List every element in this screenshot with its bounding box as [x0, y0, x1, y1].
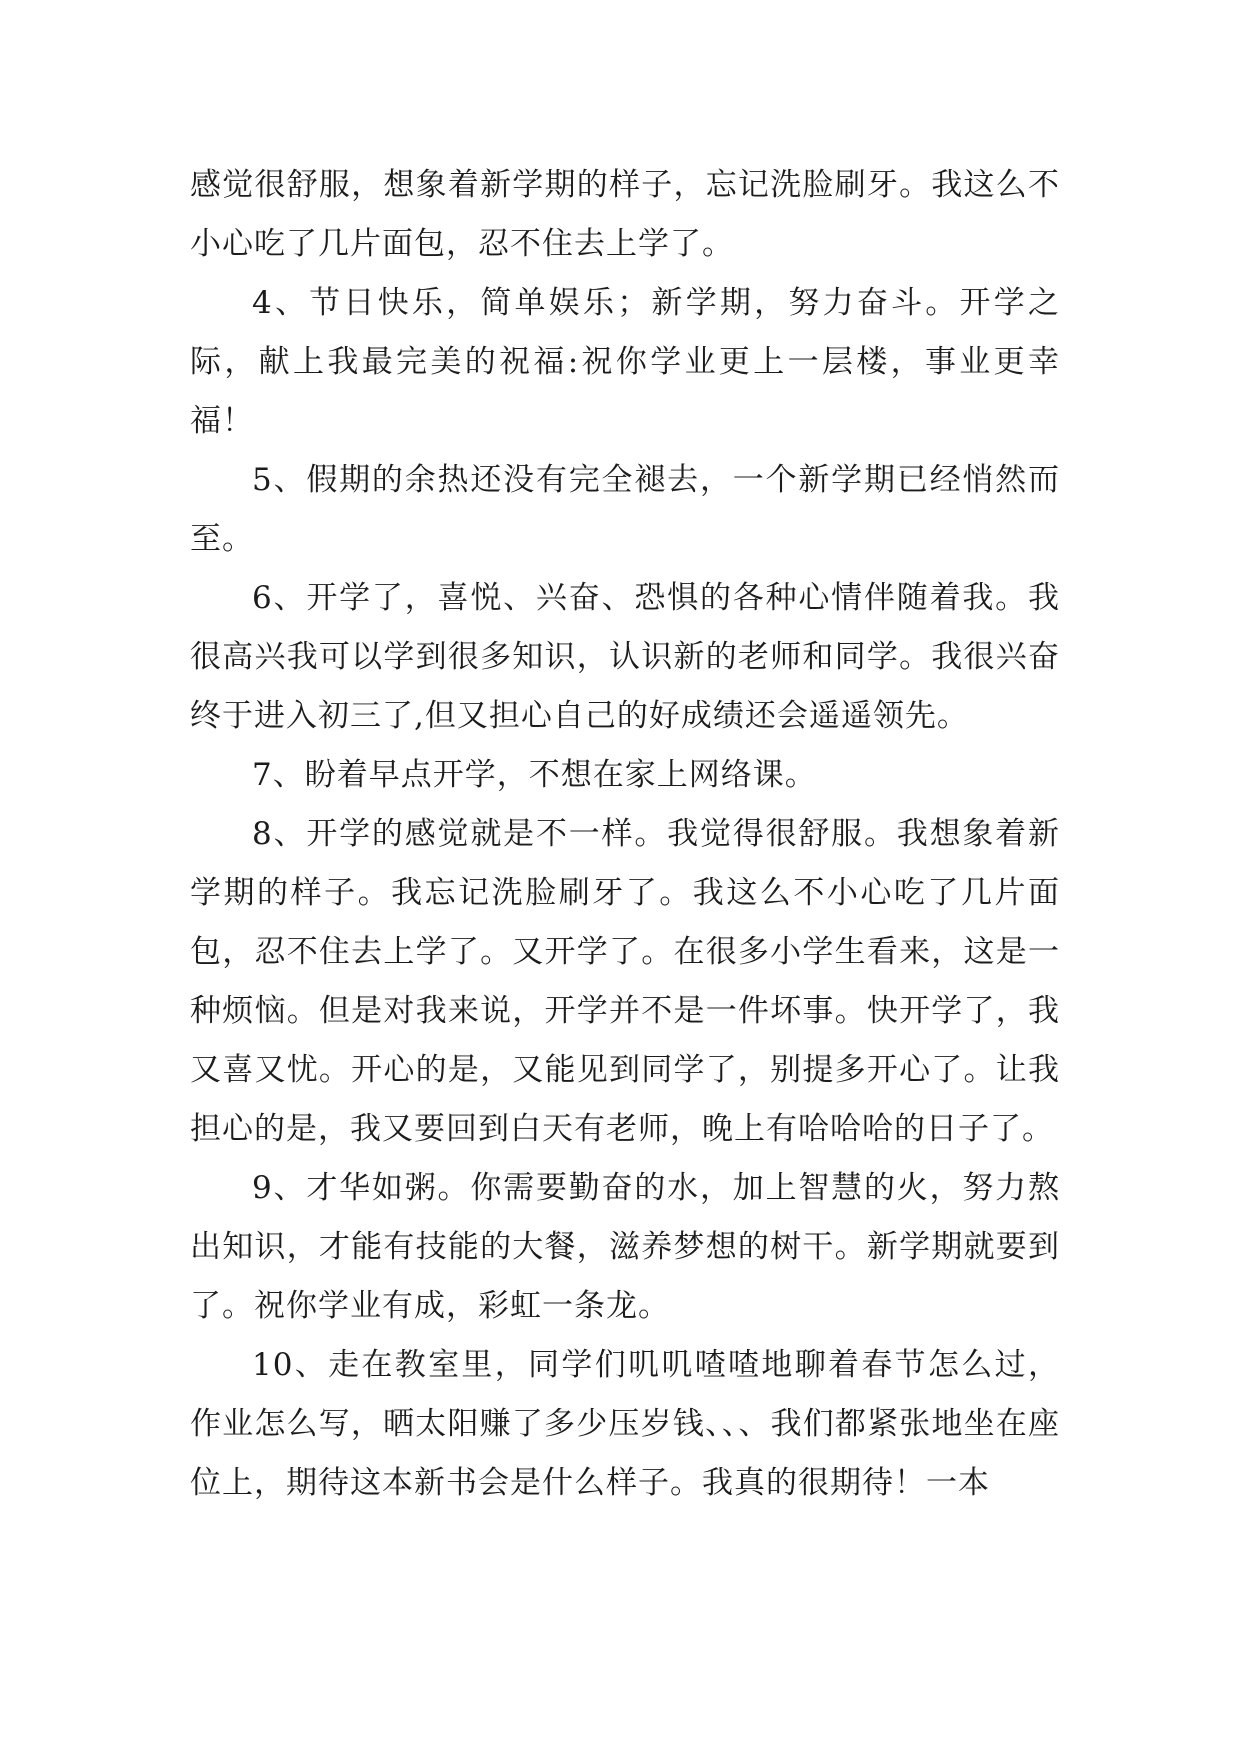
document-body [190, 156, 1060, 1513]
paragraph-item-8: 8、开学的感觉就是不一样。我觉得很舒服。我想象着新学期的样子。我忘记洗脸刷牙了。我这么不小心吃了几片面包，忍不住去上学了。又开学了。在很多小学生看来，这是一种烦恼。但是对我来说，开学并不是一件坏事。快开学了，我又喜又忧。开心的是，又能见到同学了，别提多开心了。让我担心的是，我又要回到白天有老师，晚上有哈哈哈的日子了。 [190, 816, 1060, 1147]
paragraph-item-5: 5、假期的余热还没有完全褪去，一个新学期已经悄然而至。 [190, 462, 1060, 557]
paragraph-item-9: 9、才华如粥。你需要勤奋的水，加上智慧的火，努力熬出知识，才能有技能的大餐，滋养梦想的树干。新学期就要到了。祝你学业有成，彩虹一条龙。 [190, 1170, 1060, 1324]
paragraph-item-6: 6、开学了，喜悦、兴奋、恐惧的各种心情伴随着我。我很高兴我可以学到很多知识，认识新的老师和同学。我很兴奋终于进入初三了,但又担心自己的好成绩还会遥遥领先。 [190, 580, 1060, 734]
paragraph-continuation: 感觉很舒服，想象着新学期的样子，忘记洗脸刷牙。我这么不小心吃了几片面包，忍不住去上学了。 [190, 167, 1060, 262]
paragraph-item-10: 10、走在教室里，同学们叽叽喳喳地聊着春节怎么过，作业怎么写，晒太阳赚了多少压岁钱、、、我们都紧张地坐在座位上，期待这本新书会是什么样子。我真的很期待！一本 [190, 1347, 1060, 1501]
paragraph-item-4: 4、节日快乐，简单娱乐；新学期，努力奋斗。开学之际，献上我最完美的祝福:祝你学业更上一层楼，事业更幸福！ [190, 285, 1060, 439]
paragraph-item-7: 7、盼着早点开学，不想在家上网络课。 [252, 757, 817, 793]
